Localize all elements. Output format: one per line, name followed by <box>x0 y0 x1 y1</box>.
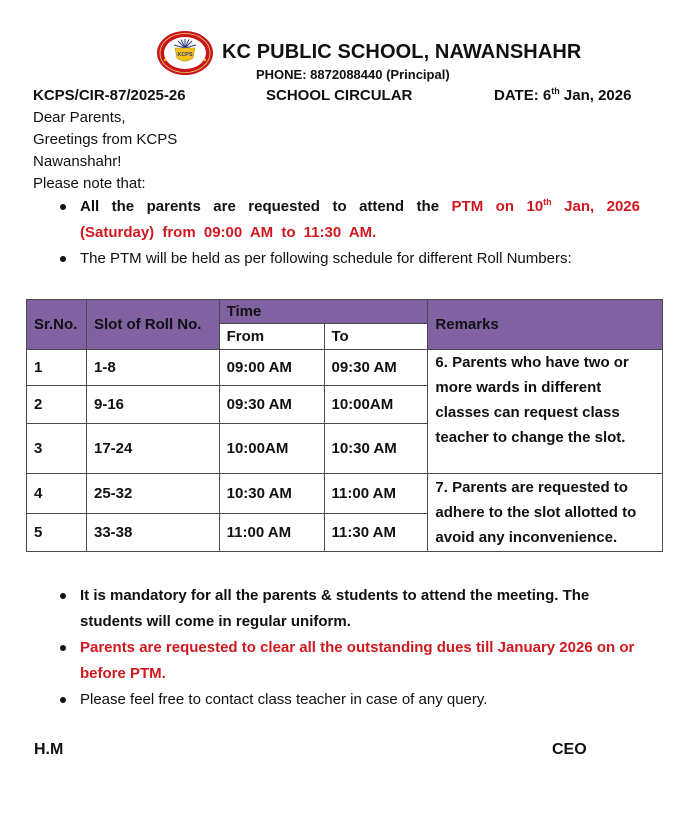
header-from: From <box>219 324 324 350</box>
cell-from: 10:30 AM <box>219 474 324 514</box>
cell-sr: 5 <box>27 514 87 552</box>
svg-text:KCPS: KCPS <box>177 52 193 58</box>
cell-to: 10:00AM <box>324 386 428 424</box>
cell-slot: 9-16 <box>86 386 219 424</box>
contact-teacher-bullet: Please feel free to contact class teacher in case of any query. <box>56 687 640 713</box>
notice-bullets-bottom <box>56 583 640 713</box>
remark-7: 7. Parents are requested to adhere to the slot allotted to avoid any inconvenience. <box>428 474 663 552</box>
cell-to: 11:30 AM <box>324 514 428 552</box>
remark-6: 6. Parents who have two or more wards in different classes can request class teacher to change the slot. <box>428 350 663 474</box>
signature-ceo: CEO <box>552 741 587 758</box>
greeting-line: Greetings from KCPS <box>33 131 178 148</box>
cell-from: 09:00 AM <box>219 350 324 386</box>
cell-sr: 3 <box>27 424 87 474</box>
mandatory-attendance-bullet: It is mandatory for all the parents & students to attend the meeting. The students will come in regular uniform. <box>56 583 640 635</box>
cell-slot: 17-24 <box>86 424 219 474</box>
cell-from: 09:30 AM <box>219 386 324 424</box>
school-logo <box>156 30 214 76</box>
circular-date: DATE: 6th Jan, 2026 <box>494 86 632 104</box>
cell-to: 09:30 AM <box>324 350 428 386</box>
school-name: KC PUBLIC SCHOOL, NAWANSHAHR <box>222 41 582 63</box>
header-remarks: Remarks <box>428 300 663 350</box>
kcps-school-crest-icon <box>156 30 214 76</box>
cell-to: 10:30 AM <box>324 424 428 474</box>
circular-reference-number: KCPS/CIR-87/2025-26 <box>33 87 186 104</box>
cell-slot: 33-38 <box>86 514 219 552</box>
header-sr-no: Sr.No. <box>27 300 87 350</box>
cell-sr: 1 <box>27 350 87 386</box>
table-row <box>27 474 663 514</box>
header-to: To <box>324 324 428 350</box>
cell-slot: 1-8 <box>86 350 219 386</box>
schedule-intro-bullet: The PTM will be held as per following schedule for different Roll Numbers: <box>56 246 640 272</box>
greeting-line: Nawanshahr! <box>33 153 122 170</box>
circular-title: SCHOOL CIRCULAR <box>266 87 413 104</box>
cell-sr: 2 <box>27 386 87 424</box>
greeting-line: Dear Parents, <box>33 109 126 126</box>
notice-bullets-top <box>56 194 640 272</box>
cell-to: 11:00 AM <box>324 474 428 514</box>
cell-slot: 25-32 <box>86 474 219 514</box>
cell-sr: 4 <box>27 474 87 514</box>
signature-hm: H.M <box>34 741 64 758</box>
header-slot: Slot of Roll No. <box>86 300 219 350</box>
outstanding-dues-bullet: Parents are requested to clear all the outstanding dues till January 2026 on or before PTM. <box>56 635 640 687</box>
cell-from: 10:00AM <box>219 424 324 474</box>
ptm-announcement-bullet: All the parents are requested to attend the PTM on 10th Jan, 2026 (Saturday) from 09:00 AM to 11:30 AM. <box>56 194 640 246</box>
ptm-schedule-table <box>26 299 663 552</box>
cell-from: 11:00 AM <box>219 514 324 552</box>
greeting-line: Please note that: <box>33 175 146 192</box>
table-row <box>27 350 663 386</box>
school-phone: PHONE: 8872088440 (Principal) <box>256 67 450 82</box>
header-time: Time <box>219 300 428 324</box>
